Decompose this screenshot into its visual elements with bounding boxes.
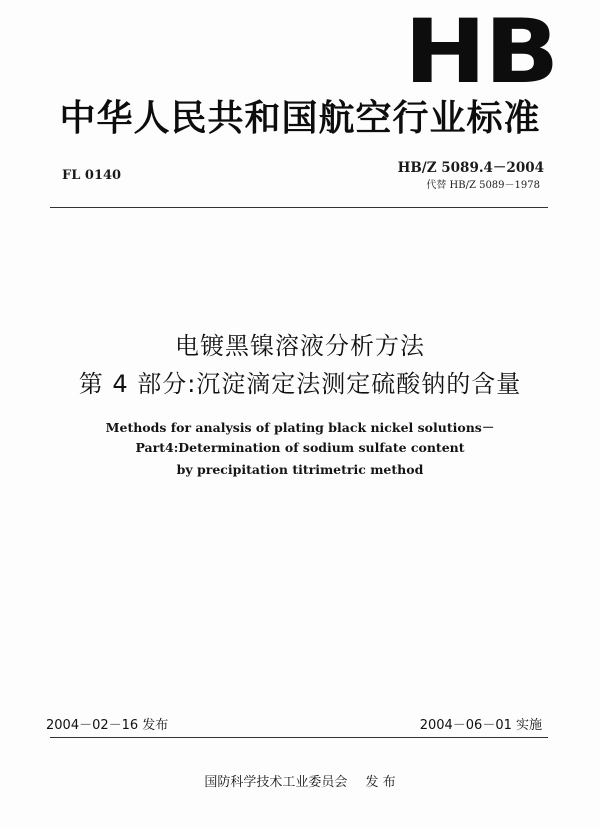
- english-title-line-2: Part4:Determination of sodium sulfate content: [135, 440, 465, 455]
- issuer-line: [0, 771, 600, 790]
- chinese-title-line-2: 第 4 部分:沉淀滴定法测定硫酸钠的含量: [78, 370, 522, 398]
- classification-code: FL 0140: [62, 168, 122, 183]
- issue-date: 2004－02－16 发布: [46, 718, 169, 733]
- hb-logo: HB: [404, 0, 558, 103]
- chinese-title-line-1: 电镀黑镍溶液分析方法: [175, 332, 425, 360]
- issuer-name: 国防科学技术工业委员会: [204, 775, 348, 790]
- bottom-divider: [50, 737, 548, 738]
- issuer-action: 发 布: [365, 775, 396, 790]
- implementation-date: 2004－06－01 实施: [419, 718, 542, 733]
- standard-number: HB/Z 5089.4－2004: [397, 160, 544, 176]
- replaces-note: 代替 HB/Z 5089－1978: [426, 180, 540, 191]
- english-title-line-1: Methods for analysis of plating black nickel solutions－: [105, 420, 495, 435]
- organization-title: 中华人民共和国航空行业标准: [59, 98, 541, 139]
- top-divider: [50, 207, 548, 208]
- english-title-line-3: by precipitation titrimetric method: [176, 462, 424, 477]
